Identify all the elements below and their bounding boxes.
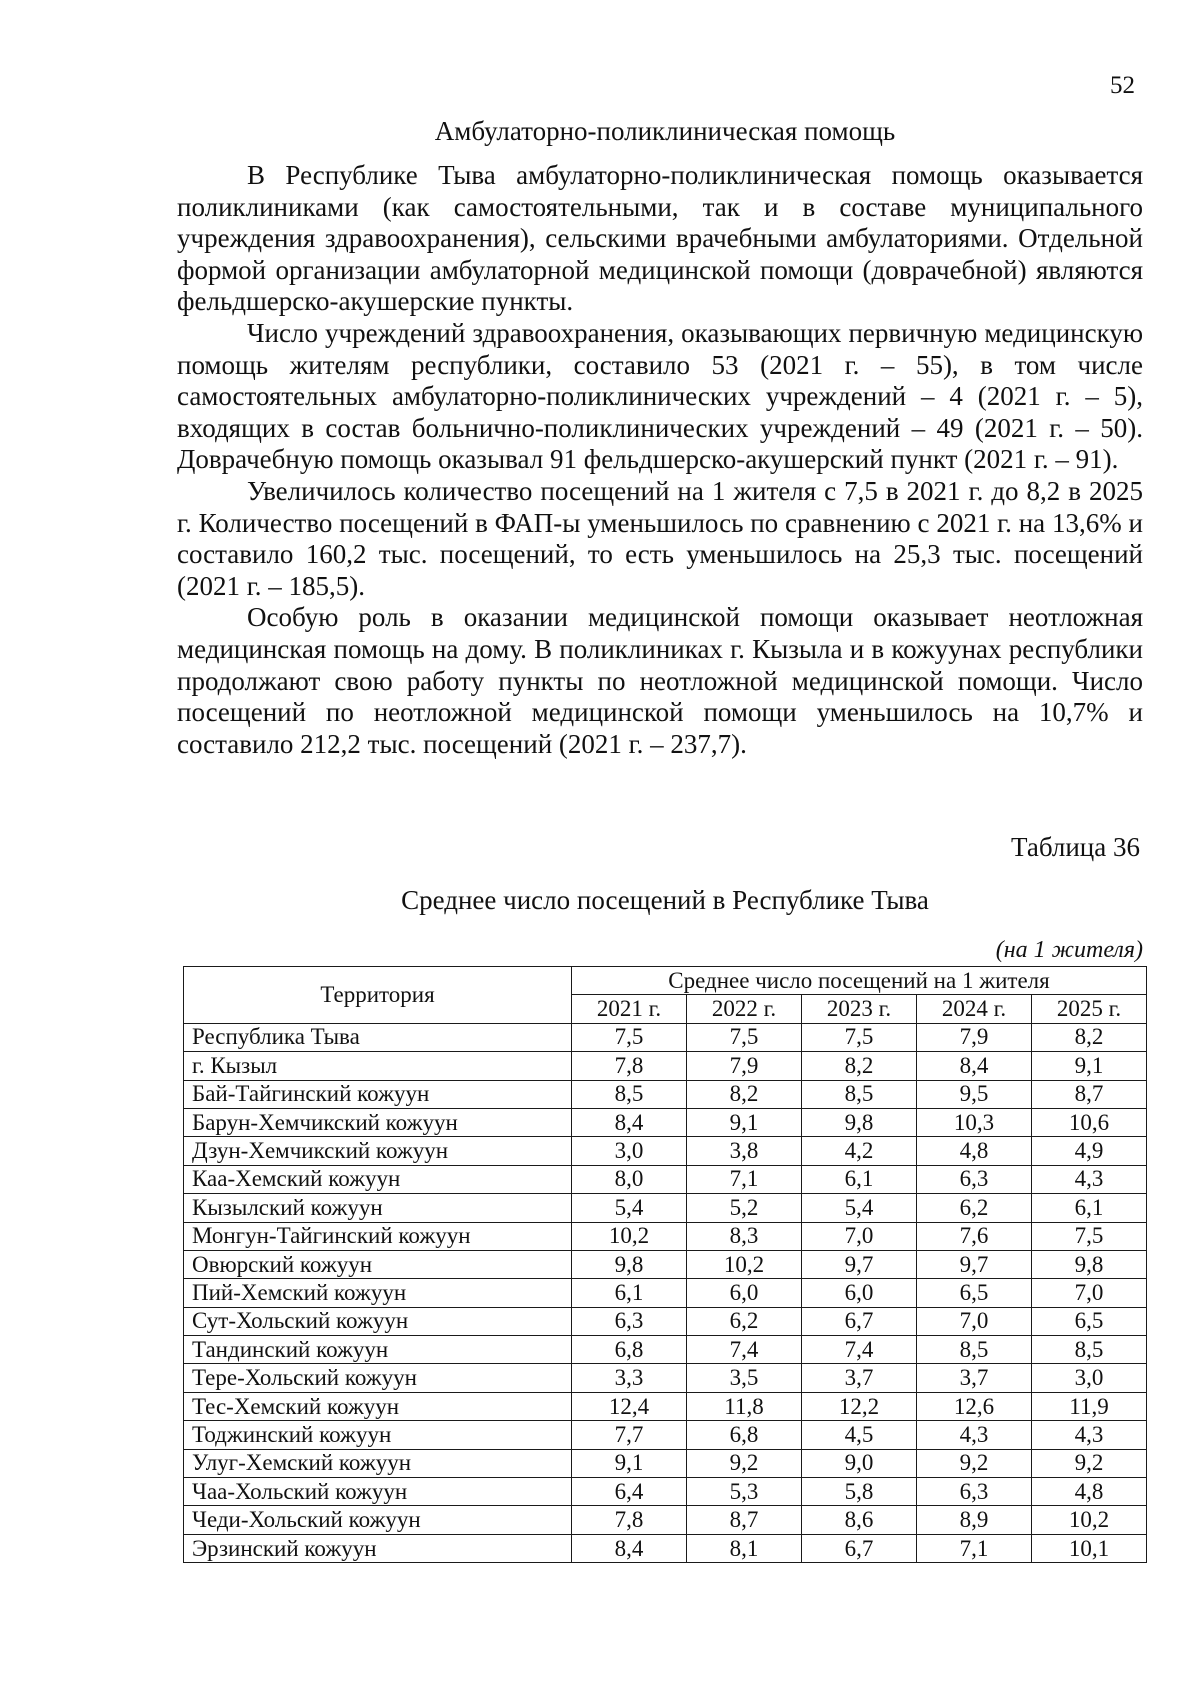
territory-name: Тоджинский кожуун (184, 1421, 572, 1449)
visits-value: 8,4 (572, 1534, 687, 1562)
visits-value: 6,3 (917, 1165, 1032, 1193)
visits-value: 6,8 (572, 1336, 687, 1364)
visits-value: 4,8 (1032, 1478, 1147, 1506)
visits-value: 6,8 (687, 1421, 802, 1449)
visits-value: 7,6 (917, 1222, 1032, 1250)
visits-value: 7,5 (572, 1023, 687, 1051)
header-year: 2024 г. (917, 995, 1032, 1023)
table-row (184, 1137, 1147, 1165)
paragraph: Увеличилось количество посещений на 1 жителя с 7,5 в 2021 г. до 8,2 в 2025 г. Количество посещений в ФАП-ы уменьшилось по сравнению с 2021 г. на 13,6% и составило 160,2 тыс. посещений, то есть уменьшилось на 25,3 тыс. посещений (2021 г. – 185,5). (177, 475, 1143, 601)
table-row (184, 1222, 1147, 1250)
territory-name: Овюрский кожуун (184, 1250, 572, 1278)
visits-value: 9,1 (1032, 1052, 1147, 1080)
visits-value: 8,2 (802, 1052, 917, 1080)
visits-value: 3,7 (917, 1364, 1032, 1392)
table-row (184, 1165, 1147, 1193)
header-year: 2021 г. (572, 995, 687, 1023)
table-row (184, 1336, 1147, 1364)
visits-value: 9,0 (802, 1449, 917, 1477)
visits-value: 9,2 (917, 1449, 1032, 1477)
table-number-label: Таблица 36 (1011, 832, 1140, 862)
table-body (184, 1023, 1147, 1562)
visits-value: 7,9 (917, 1023, 1032, 1051)
visits-value: 3,0 (572, 1137, 687, 1165)
visits-value: 6,0 (802, 1279, 917, 1307)
table-row (184, 1194, 1147, 1222)
paragraph: Особую роль в оказании медицинской помощи оказывает неотложная медицинская помощь на дому. В поликлиниках г. Кызыла и в кожуунах республики продолжают свою работу пункты по неотложной медицинской помощи. Число посещений по неотложной медицинской помощи уменьшилось на 10,7% и составило 212,2 тыс. посещений (2021 г. – 237,7). (177, 602, 1143, 759)
header-year: 2023 г. (802, 995, 917, 1023)
territory-name: Монгун-Тайгинский кожуун (184, 1222, 572, 1250)
visits-value: 4,8 (917, 1137, 1032, 1165)
visits-value: 5,2 (687, 1194, 802, 1222)
visits-value: 6,3 (572, 1307, 687, 1335)
visits-value: 4,5 (802, 1421, 917, 1449)
visits-value: 6,5 (1032, 1307, 1147, 1335)
visits-value: 7,5 (687, 1023, 802, 1051)
table-row (184, 1478, 1147, 1506)
territory-name: Кызылский кожуун (184, 1194, 572, 1222)
visits-value: 3,0 (1032, 1364, 1147, 1392)
visits-value: 8,2 (687, 1080, 802, 1108)
territory-name: Улуг-Хемский кожуун (184, 1449, 572, 1477)
visits-value: 6,1 (802, 1165, 917, 1193)
visits-value: 9,8 (802, 1108, 917, 1136)
visits-value: 7,8 (572, 1052, 687, 1080)
visits-value: 8,9 (917, 1506, 1032, 1534)
visits-value: 9,1 (572, 1449, 687, 1477)
visits-value: 10,2 (1032, 1506, 1147, 1534)
table-row (184, 1279, 1147, 1307)
visits-value: 8,4 (572, 1108, 687, 1136)
visits-value: 12,4 (572, 1392, 687, 1420)
table-row (184, 1534, 1147, 1562)
visits-value: 9,8 (572, 1250, 687, 1278)
territory-name: Тес-Хемский кожуун (184, 1392, 572, 1420)
visits-value: 10,3 (917, 1108, 1032, 1136)
territory-name: Чаа-Хольский кожуун (184, 1478, 572, 1506)
table-row (184, 1392, 1147, 1420)
visits-table (183, 966, 1147, 1563)
header-row (184, 967, 1147, 995)
visits-value: 3,7 (802, 1364, 917, 1392)
visits-value: 6,3 (917, 1478, 1032, 1506)
table-row (184, 1506, 1147, 1534)
territory-name: Республика Тыва (184, 1023, 572, 1051)
table-row (184, 1080, 1147, 1108)
visits-value: 8,5 (1032, 1336, 1147, 1364)
territory-name: Тандинский кожуун (184, 1336, 572, 1364)
visits-value: 10,6 (1032, 1108, 1147, 1136)
visits-value: 6,7 (802, 1534, 917, 1562)
visits-value: 11,9 (1032, 1392, 1147, 1420)
visits-value: 4,3 (1032, 1421, 1147, 1449)
visits-value: 7,9 (687, 1052, 802, 1080)
visits-value: 7,1 (687, 1165, 802, 1193)
table-header (184, 967, 1147, 1024)
table-row (184, 1023, 1147, 1051)
visits-value: 8,3 (687, 1222, 802, 1250)
visits-value: 7,8 (572, 1506, 687, 1534)
visits-value: 8,7 (1032, 1080, 1147, 1108)
visits-value: 4,3 (917, 1421, 1032, 1449)
visits-value: 7,4 (802, 1336, 917, 1364)
header-year: 2022 г. (687, 995, 802, 1023)
visits-value: 12,6 (917, 1392, 1032, 1420)
visits-value: 9,7 (917, 1250, 1032, 1278)
header-territory: Территория (184, 967, 572, 1024)
territory-name: Эрзинский кожуун (184, 1534, 572, 1562)
page-number: 52 (1110, 72, 1135, 99)
visits-value: 12,2 (802, 1392, 917, 1420)
table-row (184, 1108, 1147, 1136)
visits-value: 7,0 (1032, 1279, 1147, 1307)
table-title: Среднее число посещений в Республике Тыва (401, 885, 929, 915)
visits-value: 7,5 (1032, 1222, 1147, 1250)
visits-value: 9,2 (687, 1449, 802, 1477)
header-group: Среднее число посещений на 1 жителя (572, 967, 1147, 995)
territory-name: Пий-Хемский кожуун (184, 1279, 572, 1307)
visits-value: 11,8 (687, 1392, 802, 1420)
territory-name: Каа-Хемский кожуун (184, 1165, 572, 1193)
territory-name: Барун-Хемчикский кожуун (184, 1108, 572, 1136)
visits-value: 10,2 (687, 1250, 802, 1278)
visits-value: 3,5 (687, 1364, 802, 1392)
visits-value: 5,8 (802, 1478, 917, 1506)
visits-value: 9,2 (1032, 1449, 1147, 1477)
paragraph: В Республике Тыва амбулаторно-поликлиническая помощь оказывается поликлиниками (как самостоятельными, так и в составе муниципального учреждения здравоохранения), сельскими врачебными амбулаториями. Отдельной формой организации амбулаторной медицинской помощи (доврачебной) являются фельдшерско-акушерские пункты. (177, 160, 1143, 317)
body-text (177, 160, 1143, 760)
visits-value: 4,3 (1032, 1165, 1147, 1193)
visits-value: 8,2 (1032, 1023, 1147, 1051)
visits-value: 7,7 (572, 1421, 687, 1449)
visits-value: 8,1 (687, 1534, 802, 1562)
table-row (184, 1364, 1147, 1392)
visits-value: 7,4 (687, 1336, 802, 1364)
visits-value: 10,1 (1032, 1534, 1147, 1562)
header-year: 2025 г. (1032, 995, 1147, 1023)
visits-value: 8,6 (802, 1506, 917, 1534)
visits-value: 7,5 (802, 1023, 917, 1051)
visits-value: 8,0 (572, 1165, 687, 1193)
visits-value: 6,1 (1032, 1194, 1147, 1222)
visits-value: 6,2 (917, 1194, 1032, 1222)
table-row (184, 1421, 1147, 1449)
visits-value: 6,7 (802, 1307, 917, 1335)
visits-value: 4,9 (1032, 1137, 1147, 1165)
visits-value: 5,4 (802, 1194, 917, 1222)
visits-value: 3,8 (687, 1137, 802, 1165)
visits-value: 8,5 (572, 1080, 687, 1108)
territory-name: Дзун-Хемчикский кожуун (184, 1137, 572, 1165)
table-row (184, 1307, 1147, 1335)
visits-value: 8,5 (917, 1336, 1032, 1364)
visits-value: 9,8 (1032, 1250, 1147, 1278)
table-unit: (на 1 жителя) (995, 937, 1143, 963)
territory-name: Сут-Хольский кожуун (184, 1307, 572, 1335)
territory-name: Бай-Тайгинский кожуун (184, 1080, 572, 1108)
visits-value: 7,1 (917, 1534, 1032, 1562)
table-row (184, 1250, 1147, 1278)
visits-value: 6,0 (687, 1279, 802, 1307)
visits-value: 8,4 (917, 1052, 1032, 1080)
territory-name: Чеди-Хольский кожуун (184, 1506, 572, 1534)
visits-value: 7,0 (917, 1307, 1032, 1335)
territory-name: г. Кызыл (184, 1052, 572, 1080)
paragraph: Число учреждений здравоохранения, оказывающих первичную медицинскую помощь жителям республики, составило 53 (2021 г. – 55), в том числе самостоятельных амбулаторно-поликлинических учреждений – 4 (2021 г. – 5), входящих в состав больнично-поликлинических учреждений – 49 (2021 г. – 50). Доврачебную помощь оказывал 91 фельдшерско-акушерский пункт (2021 г. – 91). (177, 317, 1143, 475)
visits-value: 5,4 (572, 1194, 687, 1222)
visits-value: 6,1 (572, 1279, 687, 1307)
section-title: Амбулаторно-поликлиническая помощь (434, 116, 896, 146)
visits-value: 8,7 (687, 1506, 802, 1534)
visits-value: 6,4 (572, 1478, 687, 1506)
visits-value: 9,5 (917, 1080, 1032, 1108)
visits-value: 9,1 (687, 1108, 802, 1136)
visits-value: 9,7 (802, 1250, 917, 1278)
table-row (184, 1052, 1147, 1080)
visits-value: 7,0 (802, 1222, 917, 1250)
visits-value: 6,5 (917, 1279, 1032, 1307)
visits-value: 3,3 (572, 1364, 687, 1392)
visits-value: 10,2 (572, 1222, 687, 1250)
visits-value: 8,5 (802, 1080, 917, 1108)
visits-value: 5,3 (687, 1478, 802, 1506)
visits-value: 6,2 (687, 1307, 802, 1335)
table-row (184, 1449, 1147, 1477)
territory-name: Тере-Хольский кожуун (184, 1364, 572, 1392)
visits-value: 4,2 (802, 1137, 917, 1165)
